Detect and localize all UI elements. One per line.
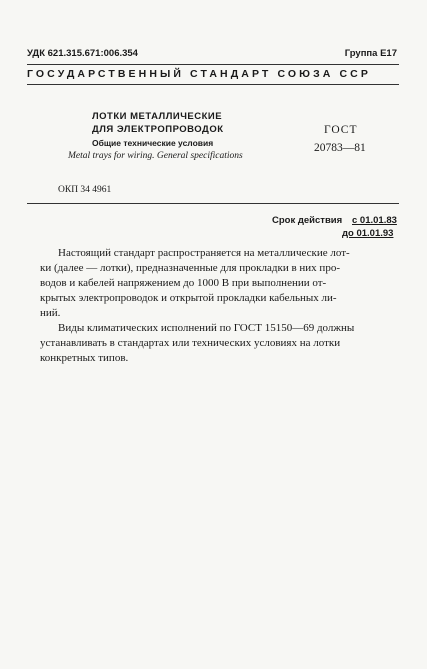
doc-title-line2: ДЛЯ ЭЛЕКТРОПРОВОДОК bbox=[92, 124, 224, 135]
body-line: конкретных типов. bbox=[40, 352, 129, 364]
okp-rule bbox=[27, 203, 399, 204]
body-line: ки (далее — лотки), предназначенные для прокладки в них про- bbox=[40, 262, 340, 274]
body-line: водов и кабелей напряжением до 1000 В при выполнении от- bbox=[40, 277, 327, 289]
body-line: устанавливать в стандартах или технических условиях на лотки bbox=[40, 337, 341, 349]
validity-label: Срок действия bbox=[272, 215, 343, 226]
gost-label: ГОСТ bbox=[324, 124, 358, 136]
body-line: Настоящий стандарт распространяется на металлические лот- bbox=[58, 247, 350, 259]
body-line: Виды климатических исполнений по ГОСТ 15150—69 должны bbox=[58, 322, 355, 334]
body-line: крытых электропроводок и открытой прокладки кабельных ли- bbox=[40, 292, 337, 304]
udk-code: УДК 621.315.671:006.354 bbox=[27, 48, 138, 59]
header-rule-bottom bbox=[27, 84, 399, 85]
doc-title-english: Metal trays for wiring. General specifications bbox=[68, 151, 243, 161]
group-code: Группа Е17 bbox=[344, 48, 397, 59]
validity-from: с 01.01.83 bbox=[352, 215, 397, 226]
validity-to: до 01.01.93 bbox=[342, 228, 394, 239]
doc-title-line1: ЛОТКИ МЕТАЛЛИЧЕСКИЕ bbox=[92, 111, 223, 122]
standard-header: ГОСУДАРСТВЕННЫЙ СТАНДАРТ СОЮЗА ССР bbox=[27, 68, 371, 80]
header-rule-top bbox=[27, 64, 399, 65]
okp-code: ОКП 34 4961 bbox=[58, 185, 112, 195]
body-line: ний. bbox=[40, 307, 61, 319]
gost-number: 20783—81 bbox=[314, 142, 366, 154]
doc-subtitle: Общие технические условия bbox=[92, 138, 214, 148]
